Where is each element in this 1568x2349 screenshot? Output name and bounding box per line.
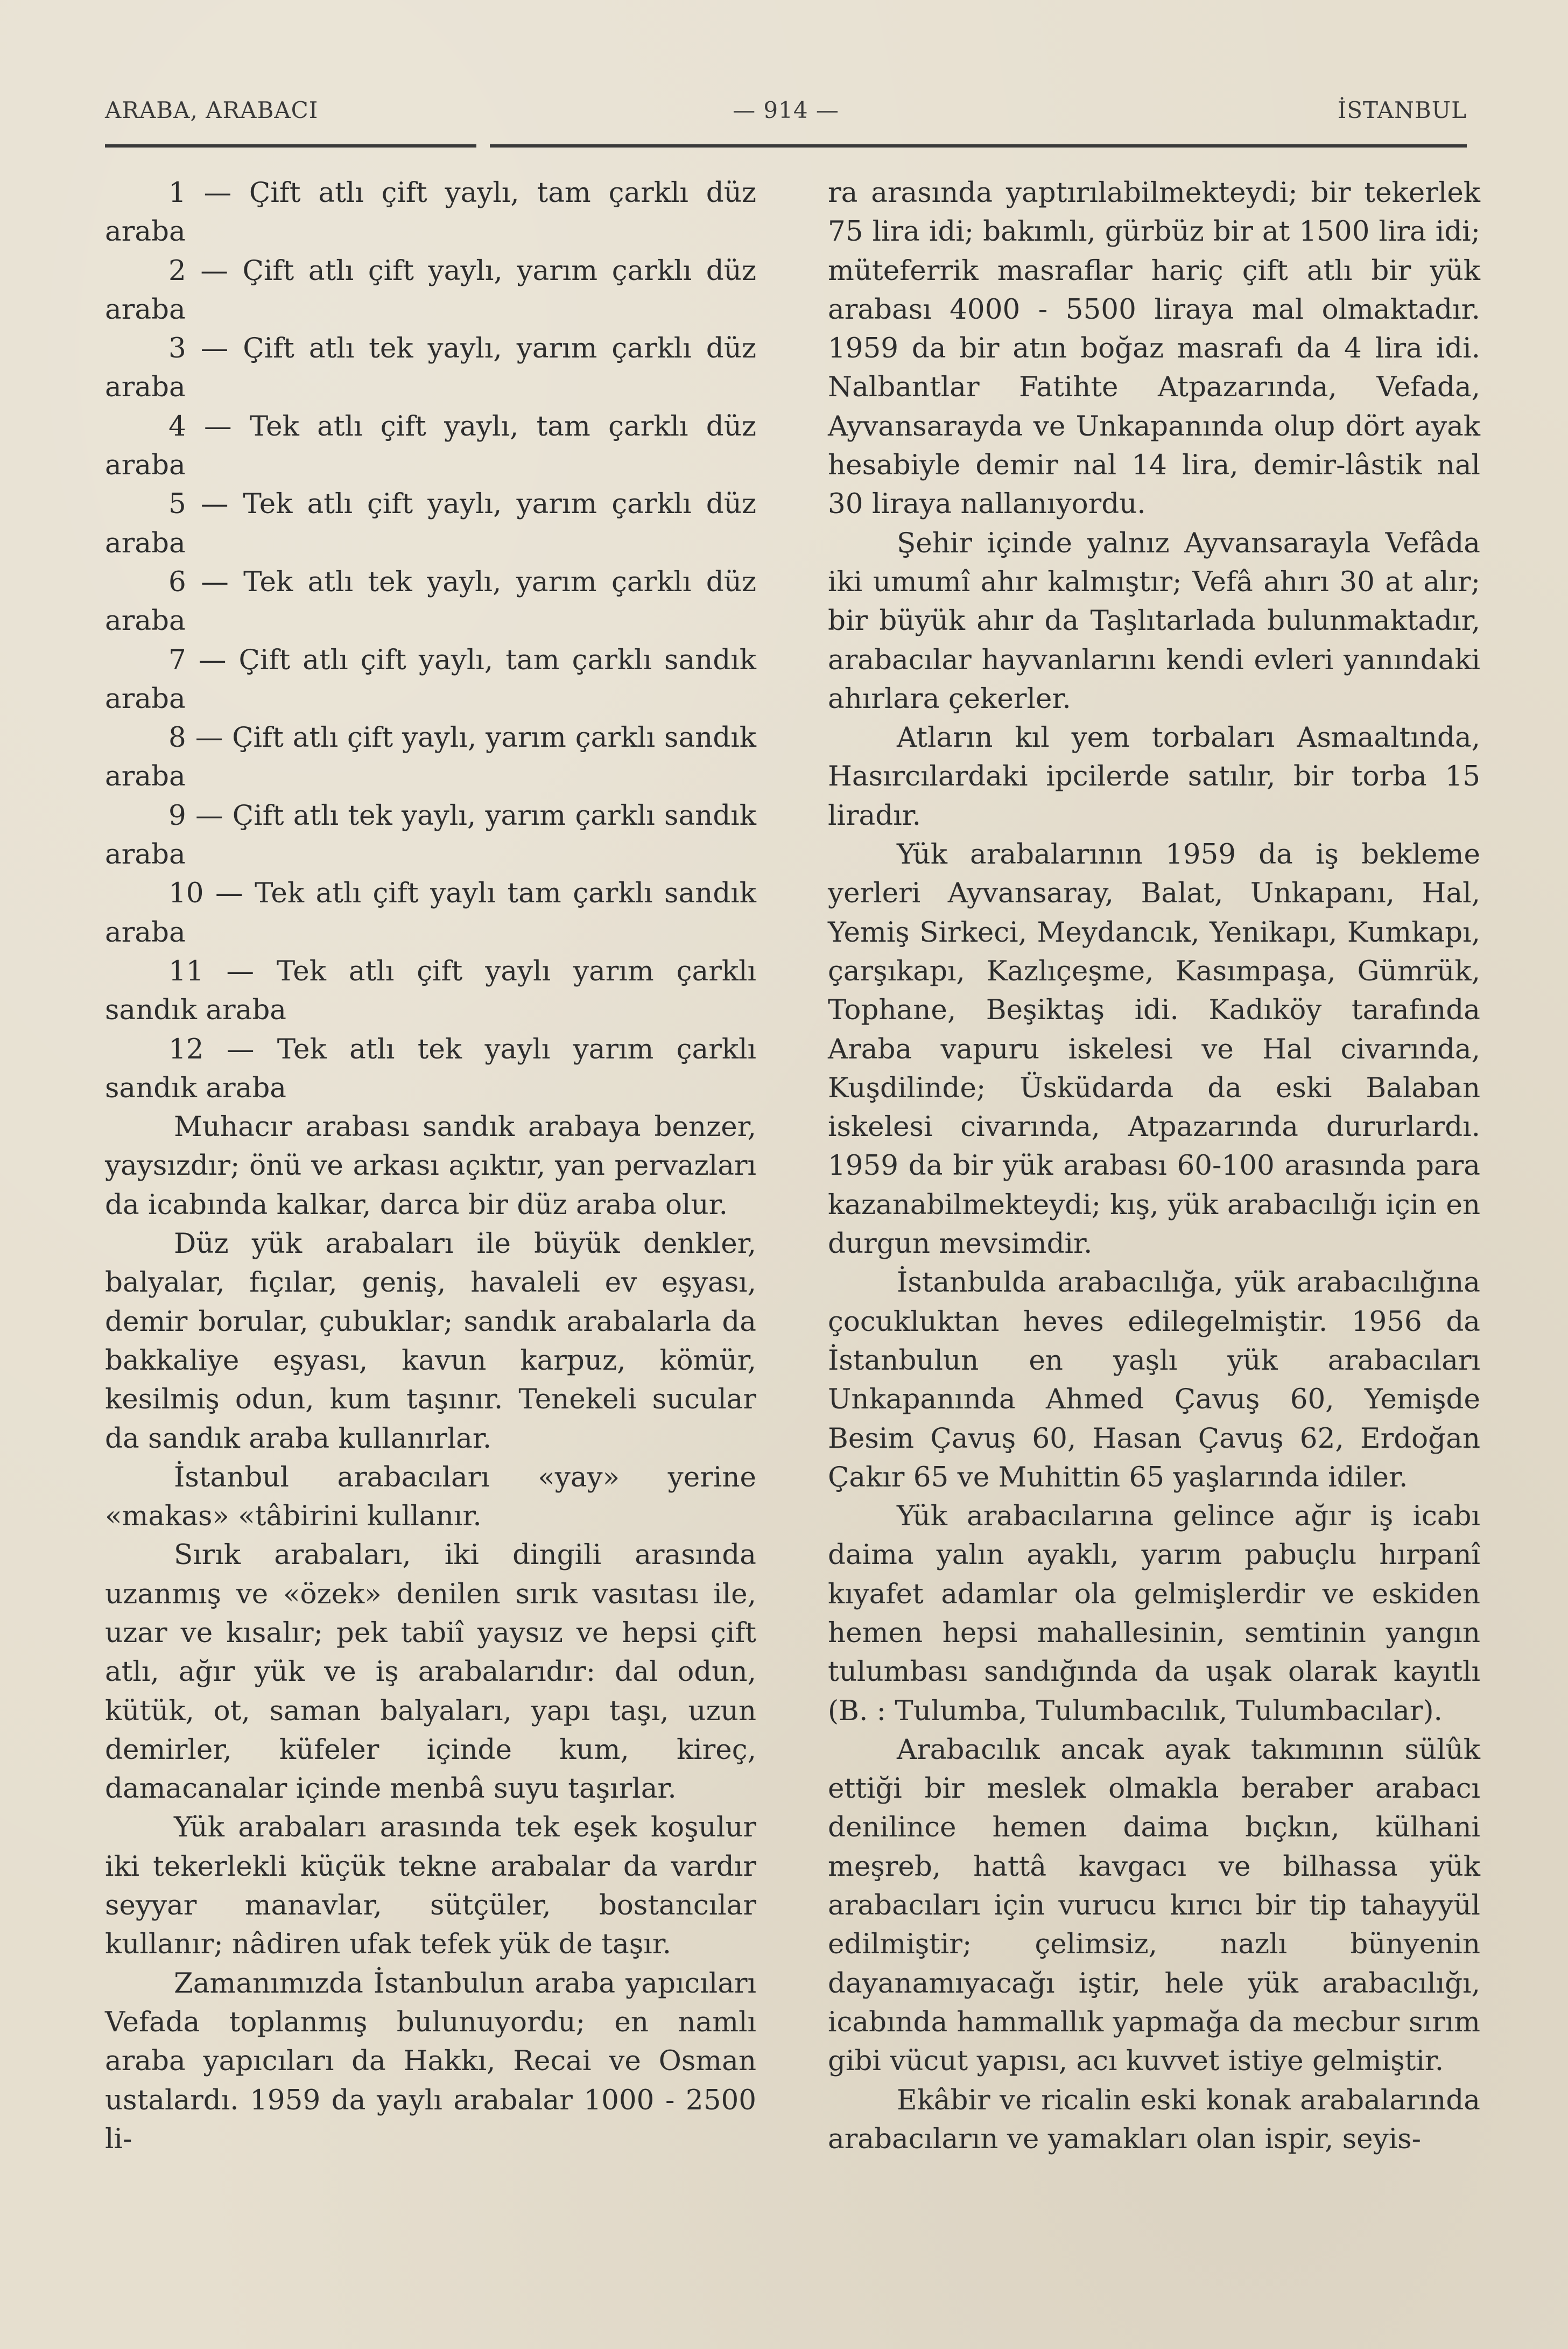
list-item: 5 — Tek atlı çift yaylı, yarım çarklı düz araba [105, 488, 756, 559]
paragraph: Arabacılık ancak ayak takımının sülûk ettiği bir meslek olmakla beraber arabacı denilince hemen daima bıçkın, külhani meşreb, hattâ kavgacı ve bilhassa yük arabacıları için vurucu kırıcı bir tip tahayyül edilmiştir; çelimsiz, nazlı bünyenin dayanamıyacağı iştir, hele yük arabacılığı, icabında hammallık yapmağa da mecbur sırım gibi vücut yapısı, acı kuvvet istiye gelmiştir. [828, 1733, 1480, 2078]
list-item: 3 — Çift atlı tek yaylı, yarım çarklı düz araba [105, 332, 756, 404]
list-item: 10 — Tek atlı çift yaylı tam çarklı sandık araba [105, 877, 756, 949]
list-item: 4 — Tek atlı çift yaylı, tam çarklı düz araba [105, 410, 756, 482]
paragraph: Yük arabaları arasında tek eşek koşulur iki tekerlekli küçük tekne arabalar da vardır seyyar manavlar, sütçüler, bostancılar kullanır; nâdiren ufak tefek yük de taşır. [105, 1811, 756, 1961]
list-item: 8 — Çift atlı çift yaylı, yarım çarklı sandık araba [105, 721, 756, 793]
paragraph: Zamanımızda İstanbulun araba yapıcıları Vefada toplanmış bulunuyordu; en namlı araba yapıcıları da Hakkı, Recai ve Osman ustalardı. 1959 da yaylı arabalar 1000 - 2500 li- [105, 1967, 756, 2155]
list-item: 7 — Çift atlı çift yaylı, tam çarklı sandık araba [105, 643, 756, 715]
header-rule-left [105, 144, 476, 148]
running-header [105, 97, 1467, 129]
right-column [828, 173, 1480, 2158]
left-column [105, 173, 756, 2158]
list-item: 11 — Tek atlı çift yaylı yarım çarklı sandık araba [105, 955, 756, 1027]
paragraph: Atların kıl yem torbaları Asmaaltında, Hasırcılardaki ipcilerde satılır, bir torba 15 liradır. [828, 721, 1480, 832]
paragraph: İstanbul arabacıları «yay» yerine «makas» «tâbirini kullanır. [105, 1461, 756, 1533]
list-item: 12 — Tek atlı tek yaylı yarım çarklı sandık araba [105, 1033, 756, 1104]
paragraph: Düz yük arabaları ile büyük denkler, balyalar, fıçılar, geniş, havaleli ev eşyası, demir borular, çubuklar; sandık arabalarla da bakkaliye eşyası, kavun karpuz, kömür, kesilmiş odun, kum taşınır. Tenekeli sucular da sandık araba kullanırlar. [105, 1228, 756, 1455]
paragraph: Yük arabalarının 1959 da iş bekleme yerleri Ayvansaray, Balat, Unkapanı, Hal, Yemiş Sirkeci, Meydancık, Yenikapı, Kumkapı, çarşıkapı, Kazlıçeşme, Kasımpaşa, Gümrük, Tophane, Beşiktaş idi. Kadıköy tarafında Araba vapuru iskelesi ve Hal civarında, Kuşdilinde; Üsküdarda da eski Balaban iskelesi civarında, Atpazarında dururlardı. 1959 da bir yük arabası 60-100 arasında para kazanabilmekteydi; kış, yük arabacılığı için en durgun mevsimdir. [828, 838, 1480, 1260]
header-volume-title: İSTANBUL [1337, 97, 1467, 123]
header-rule-right [490, 144, 1467, 148]
paragraph: Sırık arabaları, iki dingili arasında uzanmış ve «özek» denilen sırık vasıtası ile, uzar ve kısalır; pek tabiî yaysız ve hepsi çift atlı, ağır yük ve iş arabalarıdır: dal odun, kütük, ot, saman balyaları, yapı taşı, uzun demirler, küfeler içinde kum, kireç, damacanalar içinde menbâ suyu taşırlar. [105, 1539, 756, 1805]
paragraph: Ekâbir ve ricalin eski konak arabalarında arabacıların ve yamakları olan ispir, seyis- [828, 2084, 1480, 2155]
page-number: — 914 — [733, 97, 839, 123]
paragraph: İstanbulda arabacılığa, yük arabacılığına çocukluktan heves edilegelmiştir. 1956 da İstanbulun en yaşlı yük arabacıları Unkapanında Ahmed Çavuş 60, Yemişde Besim Çavuş 60, Hasan Çavuş 62, Erdoğan Çakır 65 ve Muhittin 65 yaşlarında idiler. [828, 1266, 1480, 1493]
list-item: 2 — Çift atlı çift yaylı, yarım çarklı düz araba [105, 254, 756, 326]
header-section-title: ARABA, ARABACI [105, 97, 319, 123]
list-item: 9 — Çift atlı tek yaylı, yarım çarklı sandık araba [105, 799, 756, 871]
paragraph: Muhacır arabası sandık arabaya benzer, yaysızdır; önü ve arkası açıktır, yan pervazları da icabında kalkar, darca bir düz araba olur. [105, 1111, 756, 1221]
paragraph-continued: ra arasında yaptırılabilmekteydi; bir tekerlek 75 lira idi; bakımlı, gürbüz bir at 1500 lira idi; müteferrik masraflar hariç çift atlı bir yük arabası 4000 - 5500 liraya mal olmaktadır. 1959 da bir atın boğaz masrafı da 4 lira idi. Nalbantlar Fatihte Atpazarında, Vefada, Ayvansarayda ve Unkapanında olup dört ayak hesabiyle demir nal 14 lira, demir-lâstik nal 30 liraya nallanıyordu. [828, 177, 1480, 521]
paragraph: Yük arabacılarına gelince ağır iş icabı daima yalın ayaklı, yarım pabuçlu hırpanî kıyafet adamlar ola gelmişlerdir ve eskiden hemen hepsi mahallesinin, semtinin yangın tulumbası sandığında da uşak olarak kayıtlı (B. : Tulumba, Tulumbacılık, Tulumbacılar). [828, 1500, 1480, 1727]
list-item: 1 — Çift atlı çift yaylı, tam çarklı düz araba [105, 177, 756, 248]
paragraph: Şehir içinde yalnız Ayvansarayla Vefâda iki umumî ahır kalmıştır; Vefâ ahırı 30 at alır; bir büyük ahır da Taşlıtarlada bulunmaktadır, arabacılar hayvanlarını kendi evleri yanındaki ahırlara çekerler. [828, 527, 1480, 715]
list-item: 6 — Tek atlı tek yaylı, yarım çarklı düz araba [105, 565, 756, 637]
